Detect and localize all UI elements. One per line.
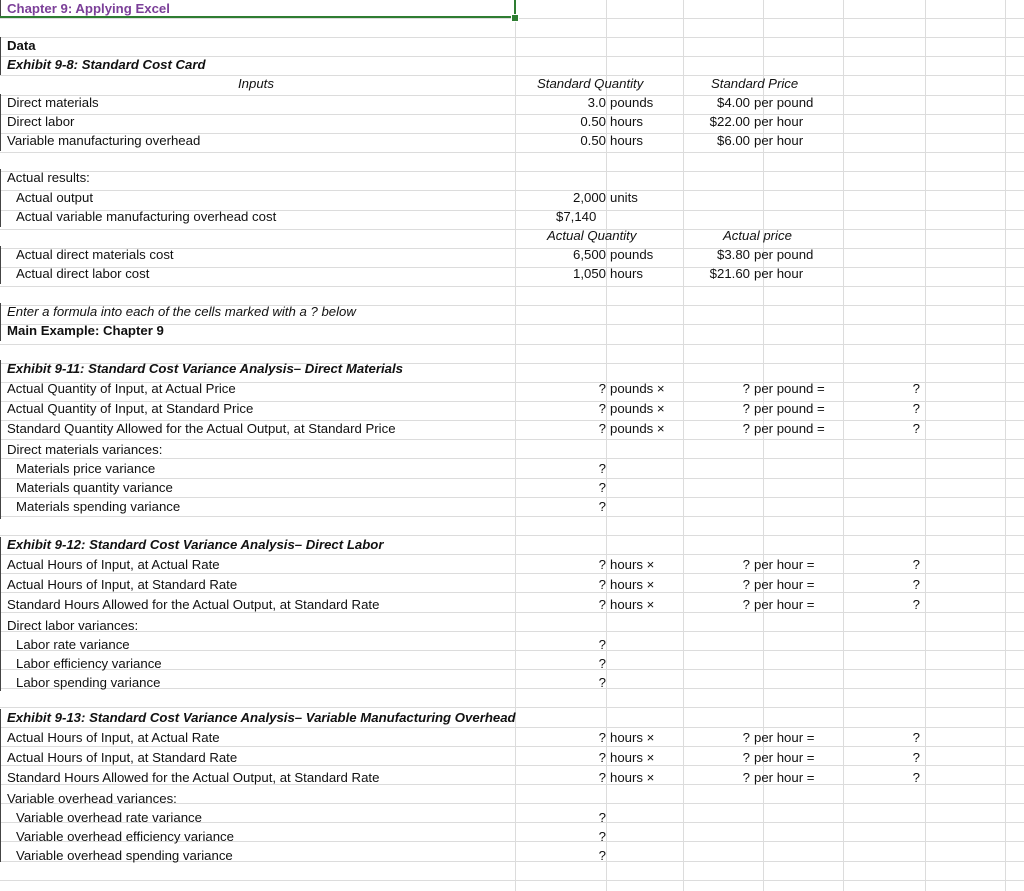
- dm-analysis-row-label: Actual Quantity of Input, at Actual Price: [7, 381, 236, 396]
- voh-qty-input[interactable]: ?: [598, 770, 606, 785]
- voh-variance-label: Variable overhead rate variance: [16, 810, 202, 825]
- dl-variances-heading: Direct labor variances:: [7, 618, 139, 633]
- voh-std-qty-unit[interactable]: hours: [610, 133, 643, 148]
- fill-handle[interactable]: [511, 14, 519, 22]
- grid-row-line: [0, 114, 1024, 115]
- voh-variance-label: Variable overhead efficiency variance: [16, 829, 234, 844]
- voh-rate-input[interactable]: ?: [742, 770, 750, 785]
- grid-row-line: [0, 37, 1024, 38]
- dm-exhibit-title: Exhibit 9-11: Standard Cost Variance Analysis– Direct Materials: [7, 361, 404, 376]
- voh-qty-unit: hours ×: [610, 730, 655, 745]
- actual-quantity-header: Actual Quantity: [547, 228, 637, 243]
- grid-row-line: [0, 516, 1024, 517]
- voh-rate-input[interactable]: ?: [742, 750, 750, 765]
- inputs-label: Inputs: [238, 76, 274, 91]
- voh-variance-label: Variable overhead spending variance: [16, 848, 233, 863]
- dl-qty-unit: hours ×: [610, 557, 655, 572]
- dm-variance-label: Materials quantity variance: [16, 480, 173, 495]
- dm-std-price[interactable]: $4.00: [716, 95, 750, 110]
- actual-output-value[interactable]: 2,000: [572, 190, 606, 205]
- data-heading: Data: [7, 38, 36, 53]
- grid-column-line: [683, 0, 684, 891]
- grid-row-line: [0, 439, 1024, 440]
- cell-left-border: [0, 37, 1, 75]
- instruction-text: Enter a formula into each of the cells marked with a ? below: [7, 304, 356, 319]
- dm-qty-input[interactable]: ?: [598, 421, 606, 436]
- voh-analysis-row-label: Actual Hours of Input, at Actual Rate: [7, 730, 220, 745]
- voh-analysis-row-label: Standard Hours Allowed for the Actual Output, at Standard Rate: [7, 770, 380, 785]
- dl-total-input[interactable]: ?: [912, 597, 920, 612]
- grid-row-line: [0, 727, 1024, 728]
- actual-dl-qty-unit[interactable]: hours: [610, 266, 643, 281]
- actual-dl-price-unit[interactable]: per hour: [754, 266, 804, 281]
- dm-variances-heading: Direct materials variances:: [7, 442, 163, 457]
- dl-variance-label: Labor efficiency variance: [16, 656, 162, 671]
- voh-variances-heading: Variable overhead variances:: [7, 791, 177, 806]
- dl-std-price-unit[interactable]: per hour: [754, 114, 804, 129]
- voh-qty-unit: hours ×: [610, 750, 655, 765]
- grid-row-line: [0, 190, 1024, 191]
- voh-std-price[interactable]: $6.00: [716, 133, 750, 148]
- dl-total-input[interactable]: ?: [912, 557, 920, 572]
- grid-row-line: [0, 229, 1024, 230]
- dm-rate-input[interactable]: ?: [742, 381, 750, 396]
- voh-analysis-row-label: Actual Hours of Input, at Standard Rate: [7, 750, 238, 765]
- dm-variance-input[interactable]: ?: [598, 480, 606, 495]
- dl-qty-unit: hours ×: [610, 597, 655, 612]
- dl-rate-input[interactable]: ?: [742, 597, 750, 612]
- dm-analysis-row-label: Standard Quantity Allowed for the Actual Output, at Standard Price: [7, 421, 396, 436]
- row-variable-overhead: Variable manufacturing overhead: [7, 133, 201, 148]
- dl-qty-input[interactable]: ?: [598, 597, 606, 612]
- dl-std-price[interactable]: $22.00: [709, 114, 750, 129]
- voh-qty-unit: hours ×: [610, 770, 655, 785]
- dm-variance-label: Materials price variance: [16, 461, 156, 476]
- voh-qty-input[interactable]: ?: [598, 750, 606, 765]
- grid-row-line: [0, 171, 1024, 172]
- actual-voh-label: Actual variable manufacturing overhead cost: [16, 209, 277, 224]
- dm-rate-unit: per pound =: [754, 421, 825, 436]
- dm-total-input[interactable]: ?: [912, 421, 920, 436]
- dl-qty-input[interactable]: ?: [598, 557, 606, 572]
- grid-column-line: [925, 0, 926, 891]
- dm-qty-input[interactable]: ?: [598, 401, 606, 416]
- voh-std-price-unit[interactable]: per hour: [754, 133, 804, 148]
- voh-rate-unit: per hour =: [754, 730, 815, 745]
- voh-total-input[interactable]: ?: [912, 750, 920, 765]
- actual-dm-price-unit[interactable]: per pound: [754, 247, 814, 262]
- dl-rate-input[interactable]: ?: [742, 577, 750, 592]
- dl-analysis-row-label: Actual Hours of Input, at Standard Rate: [7, 577, 238, 592]
- voh-rate-input[interactable]: ?: [742, 730, 750, 745]
- actual-voh-value[interactable]: $7,140: [556, 209, 597, 224]
- actual-dm-qty[interactable]: 6,500: [572, 247, 606, 262]
- dm-std-price-unit[interactable]: per pound: [754, 95, 814, 110]
- cell-left-border: [0, 169, 1, 227]
- dm-rate-input[interactable]: ?: [742, 421, 750, 436]
- grid-row-line: [0, 707, 1024, 708]
- grid-row-line: [0, 650, 1024, 651]
- grid-row-line: [0, 152, 1024, 153]
- dm-qty-input[interactable]: ?: [598, 381, 606, 396]
- dl-rate-unit: per hour =: [754, 557, 815, 572]
- dm-qty-unit: pounds ×: [610, 381, 665, 396]
- dm-rate-unit: per pound =: [754, 381, 825, 396]
- actual-dl-qty[interactable]: 1,050: [572, 266, 606, 281]
- dm-total-input[interactable]: ?: [912, 381, 920, 396]
- cell-left-border: [0, 537, 1, 691]
- cell-left-border: [0, 94, 1, 151]
- dm-qty-unit: pounds ×: [610, 401, 665, 416]
- dl-variance-input[interactable]: ?: [598, 656, 606, 671]
- cell-left-border: [0, 303, 1, 341]
- dl-rate-unit: per hour =: [754, 597, 815, 612]
- dl-variance-input[interactable]: ?: [598, 637, 606, 652]
- grid-row-line: [0, 344, 1024, 345]
- dm-std-qty[interactable]: 3.0: [587, 95, 606, 110]
- dl-variance-label: Labor spending variance: [16, 675, 161, 690]
- grid-row-line: [0, 880, 1024, 881]
- voh-exhibit-title: Exhibit 9-13: Standard Cost Variance Analysis– Variable Manufacturing Overhead: [7, 710, 516, 725]
- standard-quantity-header: Standard Quantity: [537, 76, 644, 91]
- actual-price-header: Actual price: [723, 228, 792, 243]
- grid-row-line: [0, 554, 1024, 555]
- cell-left-border: [0, 709, 1, 862]
- dl-qty-unit: hours ×: [610, 577, 655, 592]
- voh-total-input[interactable]: ?: [912, 730, 920, 745]
- main-example-heading: Main Example: Chapter 9: [7, 323, 164, 338]
- actual-dm-price[interactable]: $3.80: [716, 247, 750, 262]
- actual-dl-label: Actual direct labor cost: [16, 266, 150, 281]
- dl-variance-label: Labor rate variance: [16, 637, 130, 652]
- dl-rate-unit: per hour =: [754, 577, 815, 592]
- voh-variance-input[interactable]: ?: [598, 810, 606, 825]
- exhibit-98-title: Exhibit 9-8: Standard Cost Card: [7, 57, 206, 72]
- grid-row-line: [0, 267, 1024, 268]
- dm-qty-unit: pounds ×: [610, 421, 665, 436]
- row-direct-materials: Direct materials: [7, 95, 99, 110]
- actual-results-heading: Actual results:: [7, 170, 90, 185]
- dl-qty-input[interactable]: ?: [598, 577, 606, 592]
- voh-total-input[interactable]: ?: [912, 770, 920, 785]
- dm-analysis-row-label: Actual Quantity of Input, at Standard Price: [7, 401, 254, 416]
- grid-column-line: [843, 0, 844, 891]
- grid-row-line: [0, 631, 1024, 632]
- actual-dm-label: Actual direct materials cost: [16, 247, 174, 262]
- dl-rate-input[interactable]: ?: [742, 557, 750, 572]
- grid-row-line: [0, 75, 1024, 76]
- dm-variance-label: Materials spending variance: [16, 499, 181, 514]
- grid-column-line: [515, 0, 516, 891]
- dm-variance-input[interactable]: ?: [598, 461, 606, 476]
- dm-rate-input[interactable]: ?: [742, 401, 750, 416]
- dl-std-qty[interactable]: 0.50: [580, 114, 606, 129]
- grid-column-line: [606, 0, 607, 891]
- standard-price-header: Standard Price: [711, 76, 799, 91]
- actual-output-label: Actual output: [16, 190, 93, 205]
- dl-exhibit-title: Exhibit 9-12: Standard Cost Variance Analysis– Direct Labor: [7, 537, 384, 552]
- dl-variance-input[interactable]: ?: [598, 675, 606, 690]
- dl-total-input[interactable]: ?: [912, 577, 920, 592]
- grid-column-line: [1005, 0, 1006, 891]
- grid-row-line: [0, 286, 1024, 287]
- dl-std-qty-unit[interactable]: hours: [610, 114, 643, 129]
- cell-left-border: [0, 360, 1, 519]
- cell-left-border: [0, 246, 1, 284]
- row-direct-labor: Direct labor: [7, 114, 75, 129]
- voh-variance-input[interactable]: ?: [598, 829, 606, 844]
- voh-qty-input[interactable]: ?: [598, 730, 606, 745]
- dm-std-qty-unit[interactable]: pounds: [610, 95, 654, 110]
- dl-analysis-row-label: Actual Hours of Input, at Actual Rate: [7, 557, 220, 572]
- grid-row-line: [0, 95, 1024, 96]
- actual-dm-qty-unit[interactable]: pounds: [610, 247, 654, 262]
- dm-total-input[interactable]: ?: [912, 401, 920, 416]
- voh-variance-input[interactable]: ?: [598, 848, 606, 863]
- sheet-title: Chapter 9: Applying Excel: [7, 1, 170, 16]
- voh-std-qty[interactable]: 0.50: [580, 133, 606, 148]
- dm-variance-input[interactable]: ?: [598, 499, 606, 514]
- actual-output-unit[interactable]: units: [610, 190, 638, 205]
- dl-analysis-row-label: Standard Hours Allowed for the Actual Output, at Standard Rate: [7, 597, 380, 612]
- voh-rate-unit: per hour =: [754, 770, 815, 785]
- actual-dl-price[interactable]: $21.60: [709, 266, 750, 281]
- dm-rate-unit: per pound =: [754, 401, 825, 416]
- voh-rate-unit: per hour =: [754, 750, 815, 765]
